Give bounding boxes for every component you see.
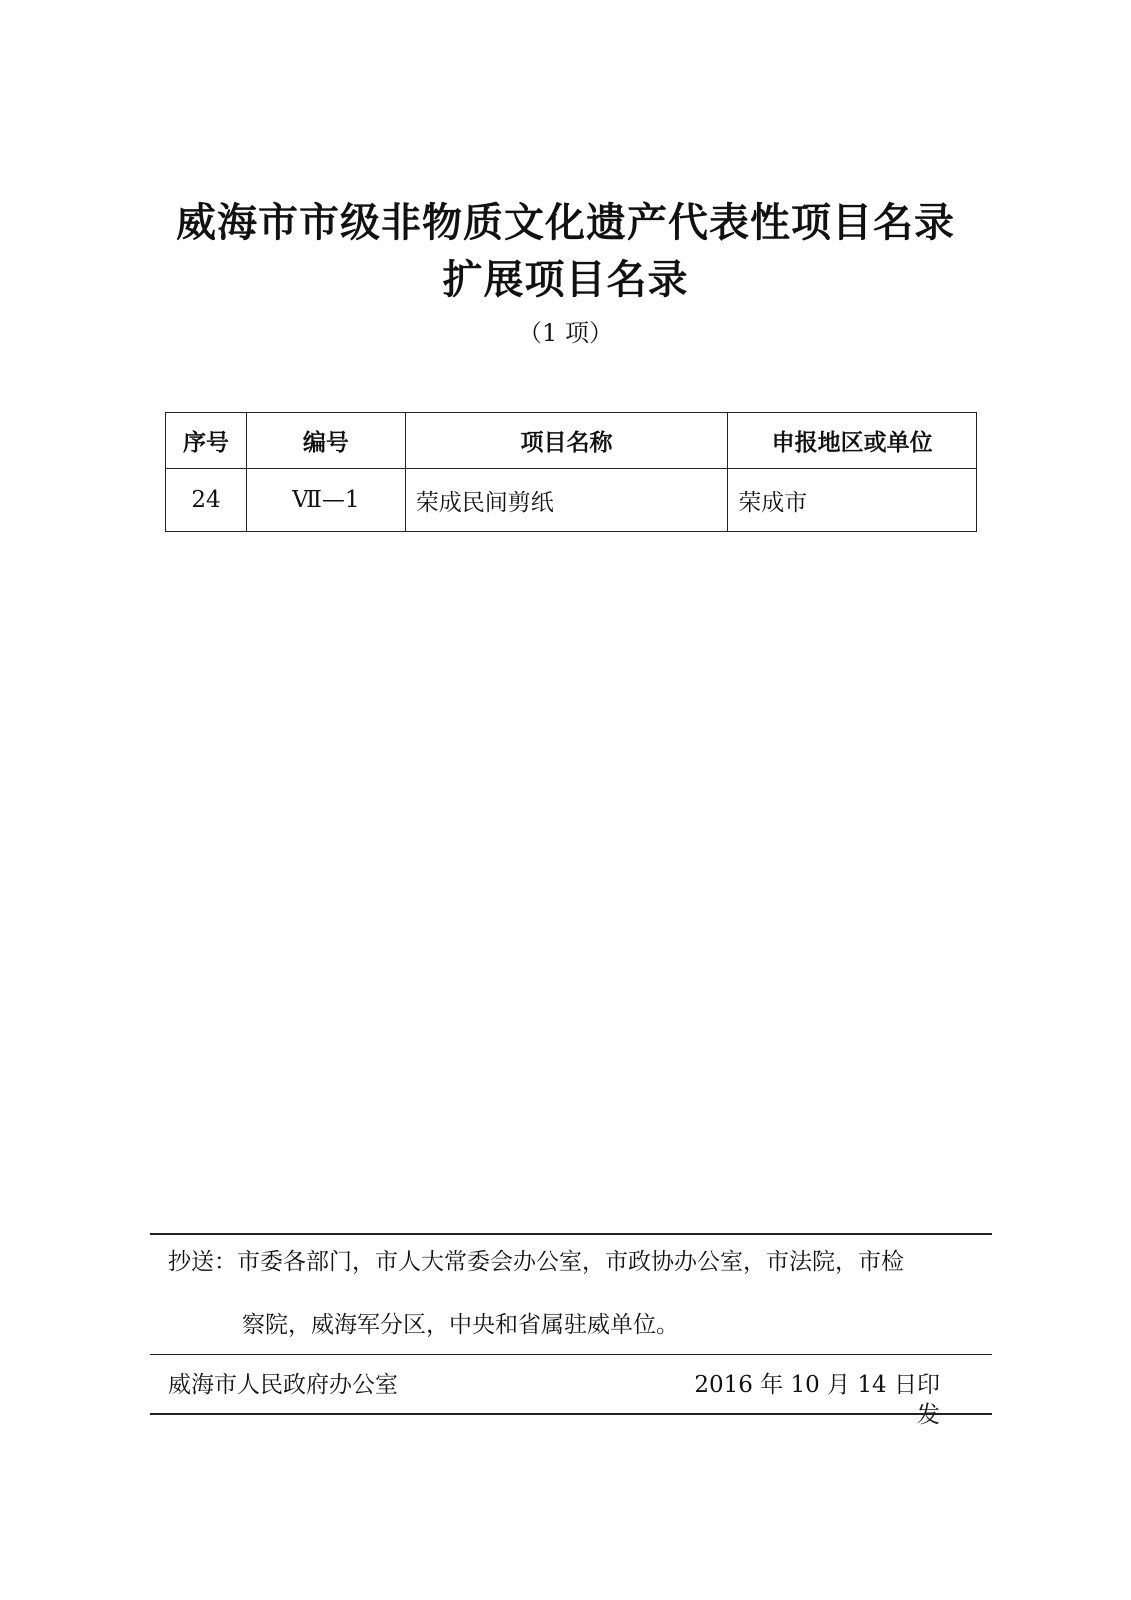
table-row [166, 469, 977, 532]
issue-date: 2016 年 10 月 14 日印发 [694, 1372, 940, 1428]
table-header-row [166, 413, 977, 469]
issuing-office: 威海市人民政府办公室 [168, 1372, 398, 1398]
header-project-name: 项目名称 [405, 413, 728, 469]
cell-region: 荣成市 [728, 469, 977, 532]
cc-recipients: 抄送：市委各部门，市人大常委会办公室，市政协办公室，市法院，市检 [168, 1249, 904, 1275]
footer-top-rule [150, 1233, 992, 1235]
item-count: （1 项） [518, 319, 613, 347]
cell-code: Ⅶ—1 [246, 469, 405, 532]
cc-recipients-continued: 察院，威海军分区，中央和省属驻威单位。 [242, 1312, 679, 1338]
document-subtitle: 扩展项目名录 [442, 256, 689, 303]
cell-project-name: 荣成民间剪纸 [405, 469, 728, 532]
header-serial: 序号 [166, 413, 247, 469]
cell-serial: 24 [166, 469, 247, 532]
project-table [165, 412, 977, 532]
footer-middle-rule [150, 1354, 992, 1355]
header-code: 编号 [246, 413, 405, 469]
document-title: 威海市市级非物质文化遗产代表性项目名录 [176, 199, 955, 246]
footer-bottom-rule [150, 1413, 992, 1415]
header-region: 申报地区或单位 [728, 413, 977, 469]
